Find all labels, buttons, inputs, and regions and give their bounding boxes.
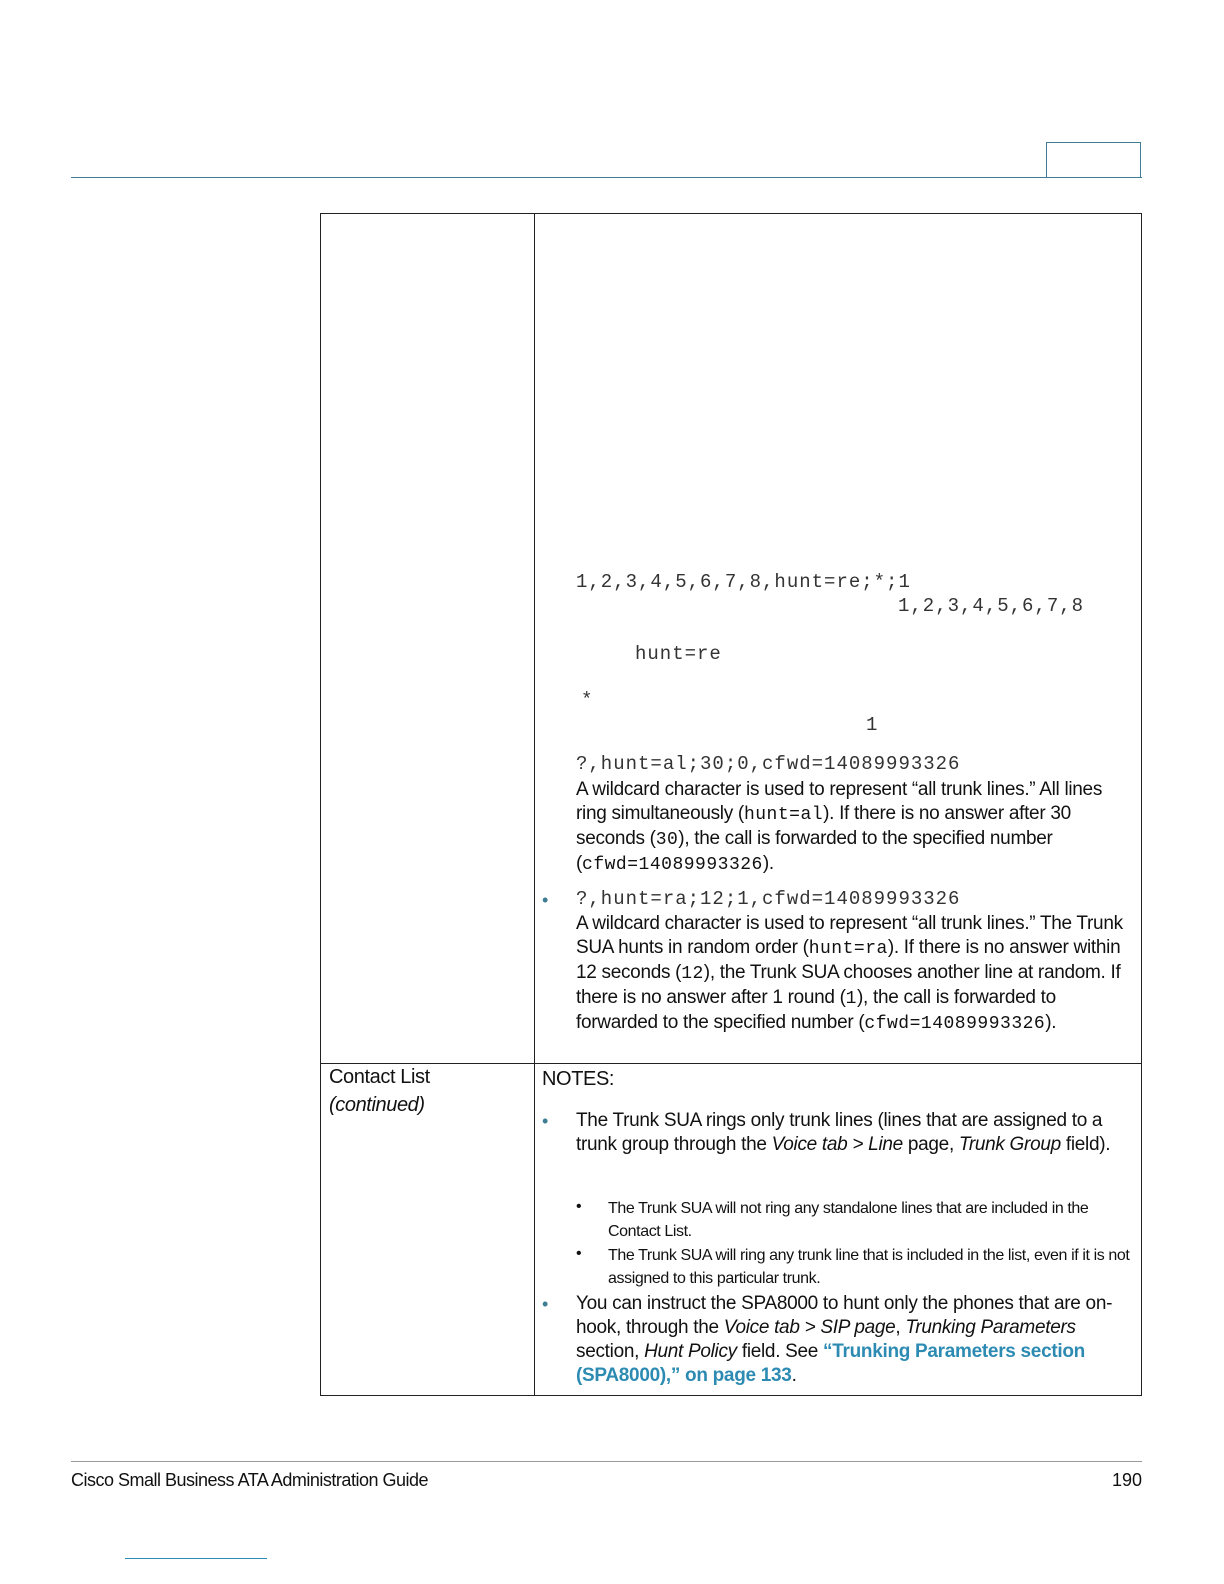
example-3-code: ?,hunt=ra;12;1,cfwd=14089993326 (576, 888, 961, 910)
note-trunk-lines: The Trunk SUA rings only trunk lines (lines that are assigned to a trunk group through the Voice tab > Line page, Trunk Group field). (576, 1110, 1111, 1155)
notes-heading: NOTES: (542, 1068, 615, 1090)
parameter-label-continued: (continued) (329, 1094, 425, 1116)
bullet-icon: • (542, 1294, 549, 1314)
example-1-lines-fragment: 1,2,3,4,5,6,7,8 (898, 595, 1085, 617)
example-1-code: 1,2,3,4,5,6,7,8,hunt=re;*;1 (576, 571, 911, 593)
table-column-divider (534, 213, 535, 1396)
example-2-code: ?,hunt=al;30;0,cfwd=14089993326 (576, 753, 961, 775)
parameter-label: Contact List (329, 1066, 430, 1088)
sub-note-standalone-lines: The Trunk SUA will not ring any standalone lines that are included in the Contact List. (608, 1200, 1089, 1240)
bullet-icon: • (542, 1111, 549, 1131)
trunking-parameters-link[interactable]: “Trunking Parameters section (SPA8000),” on page 133 (576, 1341, 1085, 1386)
sub-bullet-icon: • (576, 1245, 582, 1262)
note-hunt-policy: You can instruct the SPA8000 to hunt only the phones that are on-hook, through the Voice tab > SIP page, Trunking Parameters section, Hunt Policy field. See “Trunking Parameters section (SPA8000),” on page 133. (576, 1293, 1113, 1386)
example-3-description: A wildcard character is used to represent “all trunk lines.” The Trunk SUA hunts in random order (hunt=ra). If there is no answer within 12 seconds (12), the Trunk SUA chooses another line at random. If there is no answer after 1 round (1), the call is forwarded to forwarded to the specified number (cfwd=14089993326). (576, 913, 1123, 1034)
bottom-accent-line (125, 1558, 267, 1559)
header-rule (71, 177, 1142, 178)
page-number: 190 (1111, 1470, 1142, 1490)
header-tab (1046, 142, 1141, 177)
example-1-hunt-fragment: hunt=re (635, 643, 722, 665)
example-1-star-fragment: * (581, 689, 594, 711)
sub-note-trunk-lines: The Trunk SUA will ring any trunk line that is included in the list, even if it is not assigned to this particular trunk. (608, 1247, 1130, 1287)
table-row-divider (320, 1063, 1142, 1064)
footer-rule (71, 1461, 1142, 1462)
example-2-description: A wildcard character is used to represent “all trunk lines.” All lines ring simultaneously (hunt=al). If there is no answer after 30 seconds (30), the call is forwarded to the specified number (cfwd=14089993326). (576, 779, 1103, 875)
example-1-one-fragment: 1 (866, 714, 879, 736)
footer-title: Cisco Small Business ATA Administration Guide (71, 1470, 428, 1490)
sub-bullet-icon: • (576, 1198, 582, 1215)
bullet-icon: • (542, 890, 549, 910)
